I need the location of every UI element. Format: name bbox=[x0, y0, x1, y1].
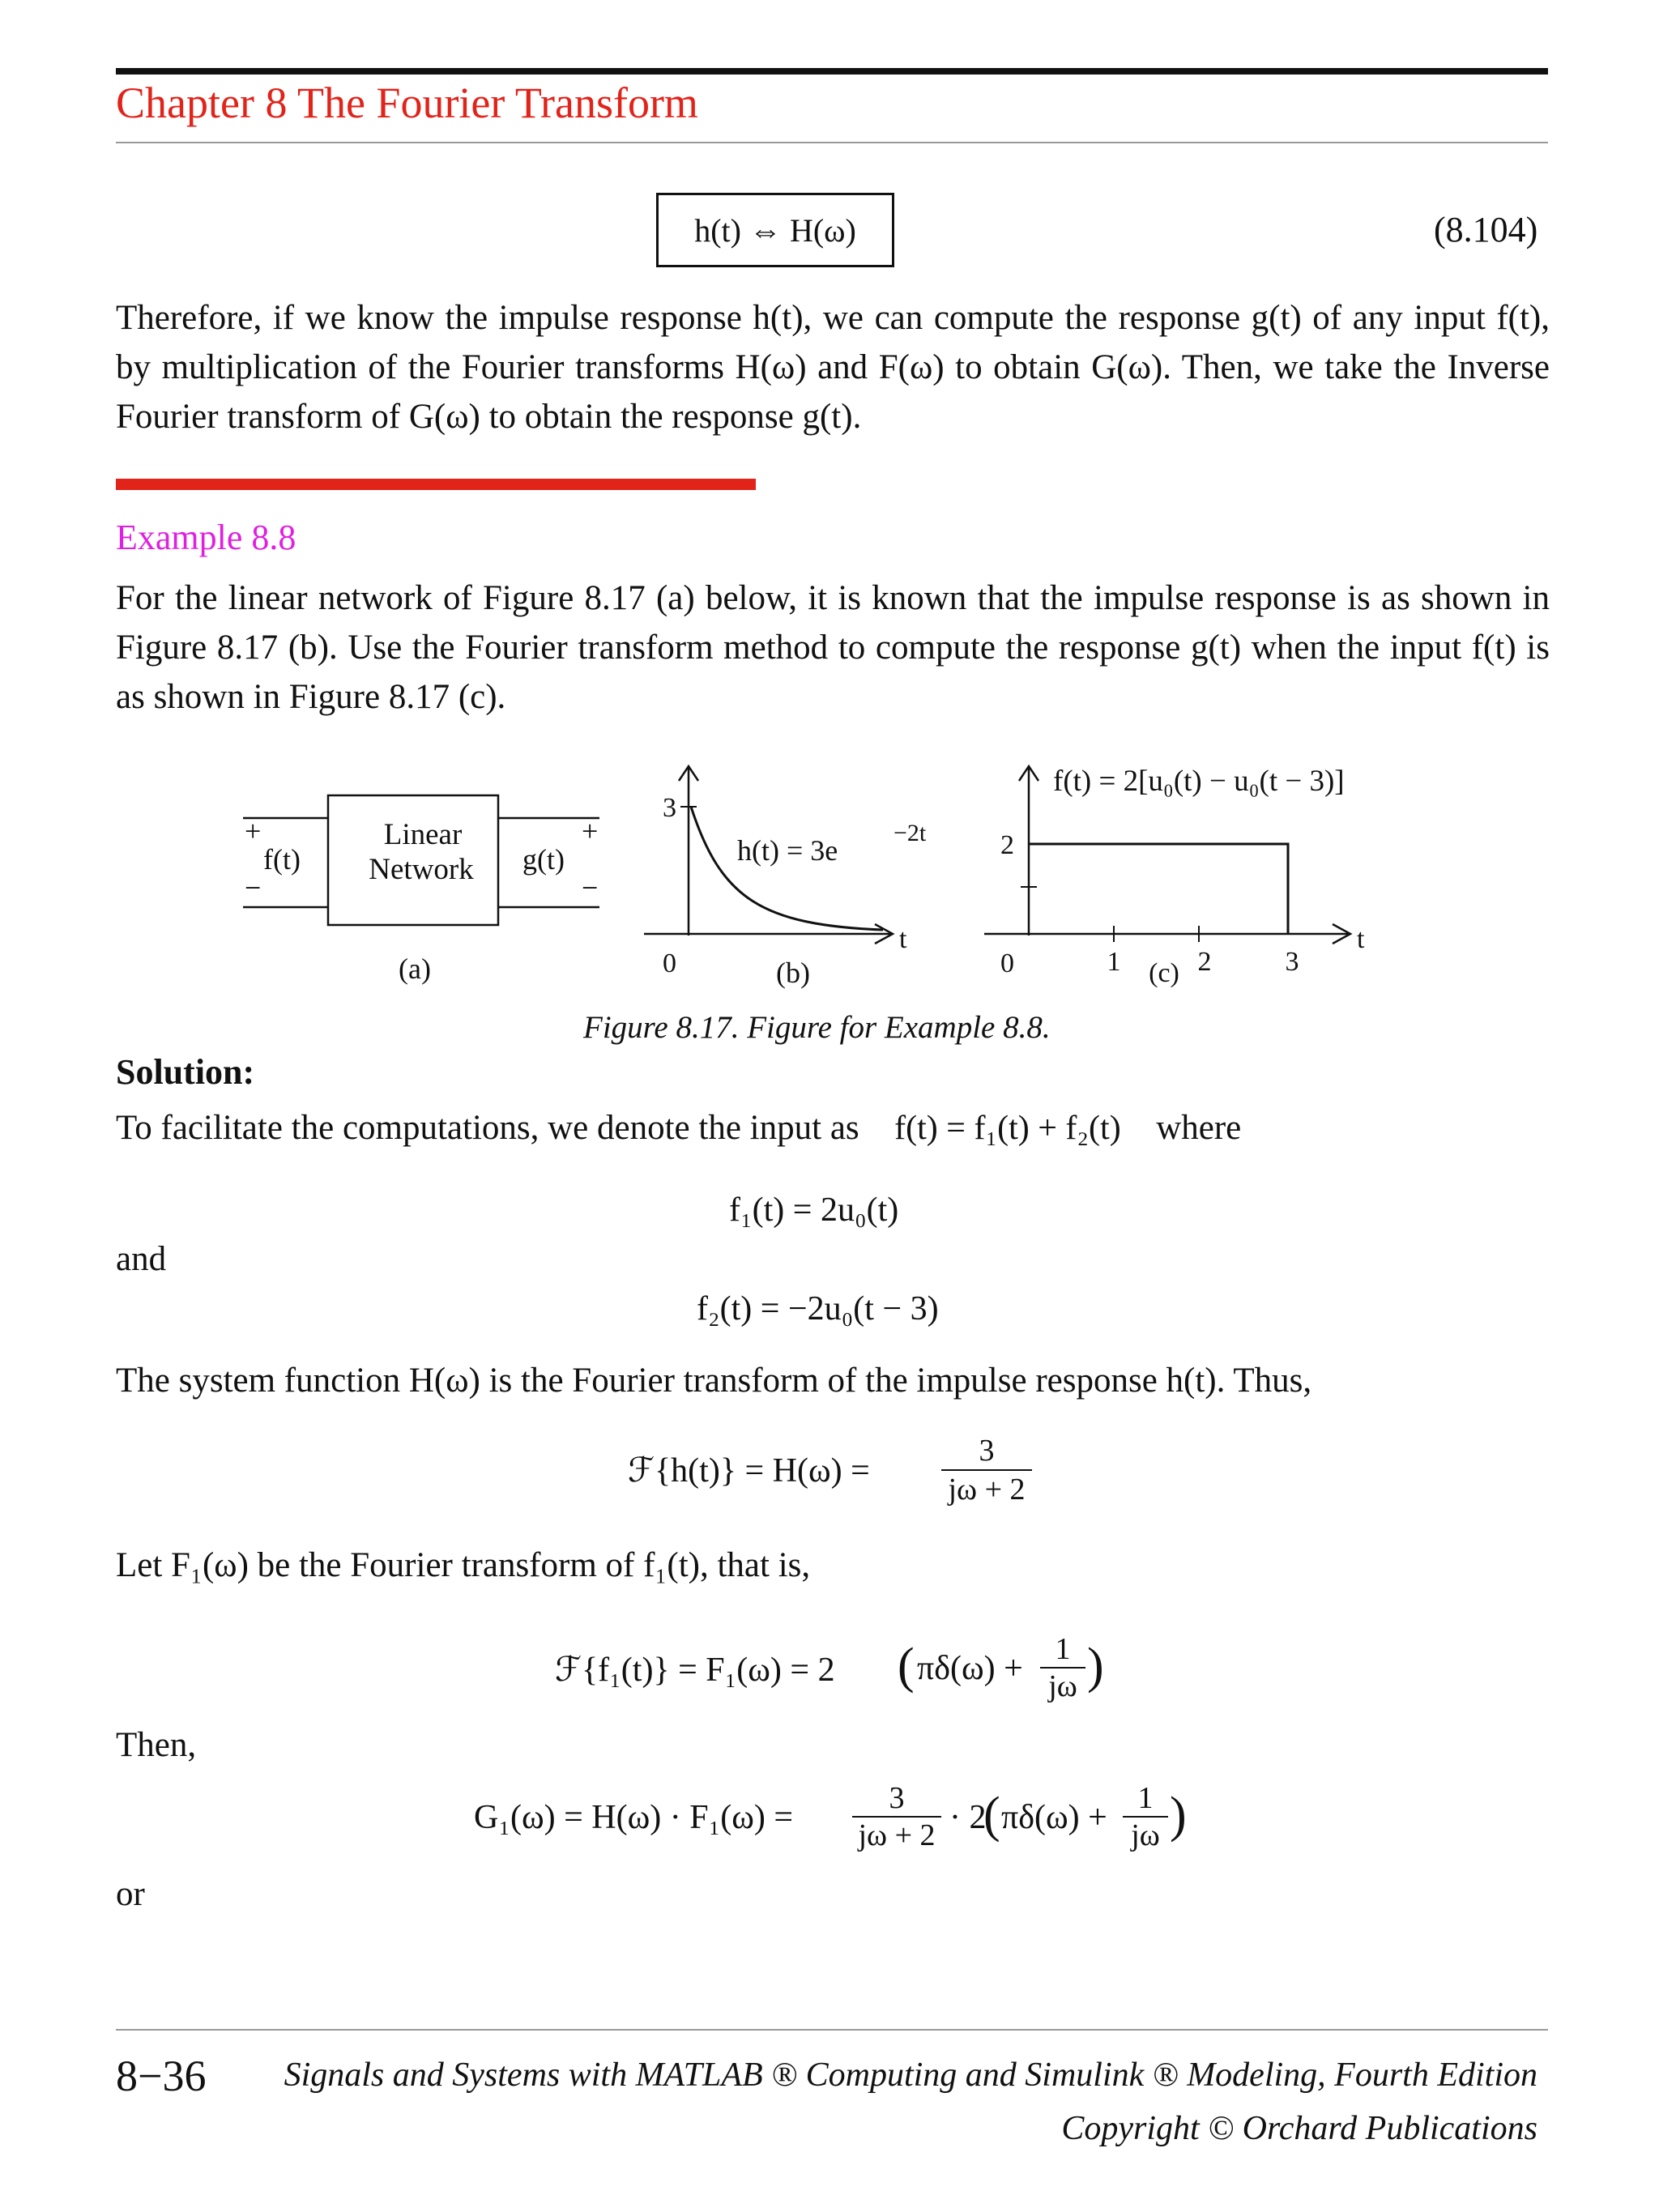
F1-fraction bbox=[1040, 1631, 1085, 1704]
equation-f1: f₁(t) = 2u₀(t) bbox=[729, 1191, 899, 1229]
equation-H-lhs: ℱ{h(t)} = H(ω) = bbox=[628, 1452, 870, 1490]
figure-b-impulse-response bbox=[644, 766, 927, 989]
footer-book-title: Signals and Systems with MATLAB ® Computing and Simulink ® Modeling, Fourth Edition bbox=[284, 2056, 1537, 2094]
equation-H-fraction bbox=[941, 1432, 1032, 1508]
G1-fraction bbox=[852, 1780, 941, 1853]
c-t-label: t bbox=[1357, 924, 1365, 954]
block-label-line1: Linear bbox=[383, 818, 463, 851]
equation-f2: f₂(t) = −2u₀(t − 3) bbox=[697, 1290, 939, 1328]
block-label-line2: Network bbox=[369, 853, 474, 886]
G1-right-paren: ) bbox=[1170, 1788, 1187, 1843]
equation-number: (8.104) bbox=[1434, 210, 1538, 249]
G1-numerator-2: 1 bbox=[1137, 1781, 1154, 1815]
intro-text: To facilitate the computations, we denote the input as bbox=[116, 1109, 859, 1147]
footer-divider bbox=[116, 2029, 1548, 2031]
page-number: 8−36 bbox=[116, 2052, 207, 2100]
and-text: and bbox=[116, 1240, 167, 1278]
input-plus: + bbox=[245, 815, 262, 847]
b-y-tick: 3 bbox=[663, 793, 676, 823]
G1-denominator-2: jω bbox=[1131, 1818, 1160, 1852]
pulse-shape bbox=[1029, 844, 1288, 934]
or-text: or bbox=[116, 1875, 145, 1913]
output-minus: − bbox=[582, 872, 599, 904]
b-origin: 0 bbox=[663, 948, 676, 978]
sublabel-b: (b) bbox=[776, 957, 810, 989]
G1-mid: · 2 bbox=[949, 1799, 987, 1836]
figure-c-input-pulse bbox=[984, 765, 1365, 988]
example-statement-text: For the linear network of Figure 8.17 (a) below, it is known that the impulse response is as shown in Figure 8.17 (b). Use the Fourier transform method to compute the response g(t) when the input f(t) is as shown in Figure 8.17 (c). bbox=[116, 579, 1550, 716]
G1-numerator: 3 bbox=[889, 1781, 905, 1815]
boxed-equation bbox=[656, 193, 894, 267]
c-x-tick-3: 3 bbox=[1285, 947, 1299, 977]
c-x-tick-2: 2 bbox=[1197, 947, 1212, 977]
figure-caption: Figure 8.17. Figure for Example 8.8. bbox=[583, 1010, 1051, 1045]
top-rule bbox=[116, 68, 1548, 75]
F1-right-paren: ) bbox=[1087, 1639, 1104, 1694]
input-minus: − bbox=[245, 872, 262, 904]
f-expression: f(t) = 2[u₀(t) − u₀(t − 3)] bbox=[1053, 765, 1345, 798]
solution-heading: Solution: bbox=[116, 1052, 255, 1092]
equation-8-104: h(t) ⇔ H(ω) bbox=[694, 211, 856, 249]
paragraph-impulse-response bbox=[116, 293, 1550, 441]
H-numerator: 3 bbox=[979, 1434, 995, 1468]
example-statement bbox=[116, 573, 1550, 722]
equation-F1-lhs: ℱ{f₁(t)} = F₁(ω) = 2 bbox=[555, 1652, 835, 1689]
H-denominator: jω + 2 bbox=[948, 1473, 1026, 1507]
solution-intro bbox=[116, 1108, 1241, 1148]
header-divider bbox=[116, 142, 1548, 143]
F1-denominator: jω bbox=[1048, 1669, 1077, 1703]
let-text: Let F₁(ω) be the Fourier transform of f₁(t), that is, bbox=[116, 1546, 811, 1584]
output-label: g(t) bbox=[522, 843, 565, 876]
output-plus: + bbox=[582, 815, 599, 847]
G1-left-paren: ( bbox=[983, 1788, 1000, 1843]
equation-G1-lhs: G₁(ω) = H(ω) · F₁(ω) = bbox=[474, 1799, 794, 1836]
input-label: f(t) bbox=[263, 843, 301, 876]
footer-copyright: Copyright © Orchard Publications bbox=[1061, 2110, 1537, 2147]
figure-a-network bbox=[243, 795, 599, 985]
h-expression: h(t) = 3e bbox=[737, 834, 838, 867]
sublabel-c: (c) bbox=[1149, 958, 1179, 988]
intro-where: where bbox=[1156, 1109, 1242, 1147]
F1-numerator: 1 bbox=[1055, 1632, 1071, 1666]
h-exponent: −2t bbox=[893, 820, 927, 846]
c-x-tick-1: 1 bbox=[1107, 947, 1121, 977]
G1-fraction-2 bbox=[1123, 1780, 1168, 1853]
paragraph-text: Therefore, if we know the impulse response h(t), we can compute the response g(t) of any input f(t), by multiplication of the Fourier transforms H(ω) and F(ω) to obtain G(ω). Then, we take the Inverse Fourier transform of G(ω) to obtain the response g(t). bbox=[116, 299, 1550, 436]
figure-8-17 bbox=[194, 753, 1474, 1004]
G1-denominator: jω + 2 bbox=[858, 1818, 936, 1852]
c-y-tick: 2 bbox=[1000, 830, 1014, 860]
example-title: Example 8.8 bbox=[116, 518, 296, 557]
decay-curve bbox=[691, 807, 883, 930]
G1-inner: πδ(ω) + bbox=[1001, 1799, 1107, 1836]
b-t-label: t bbox=[899, 924, 907, 954]
then-text: Then, bbox=[116, 1726, 197, 1764]
sublabel-a: (a) bbox=[399, 953, 431, 985]
c-origin: 0 bbox=[1000, 948, 1014, 978]
system-function-text: The system function H(ω) is the Fourier transform of the impulse response h(t). Thus, bbox=[116, 1362, 1312, 1400]
chapter-title: Chapter 8 The Fourier Transform bbox=[116, 79, 698, 127]
F1-inner: πδ(ω) + bbox=[917, 1650, 1023, 1687]
F1-left-paren: ( bbox=[898, 1639, 915, 1694]
example-divider-bar bbox=[116, 479, 756, 490]
intro-equation: f(t) = f₁(t) + f₂(t) bbox=[894, 1110, 1121, 1147]
